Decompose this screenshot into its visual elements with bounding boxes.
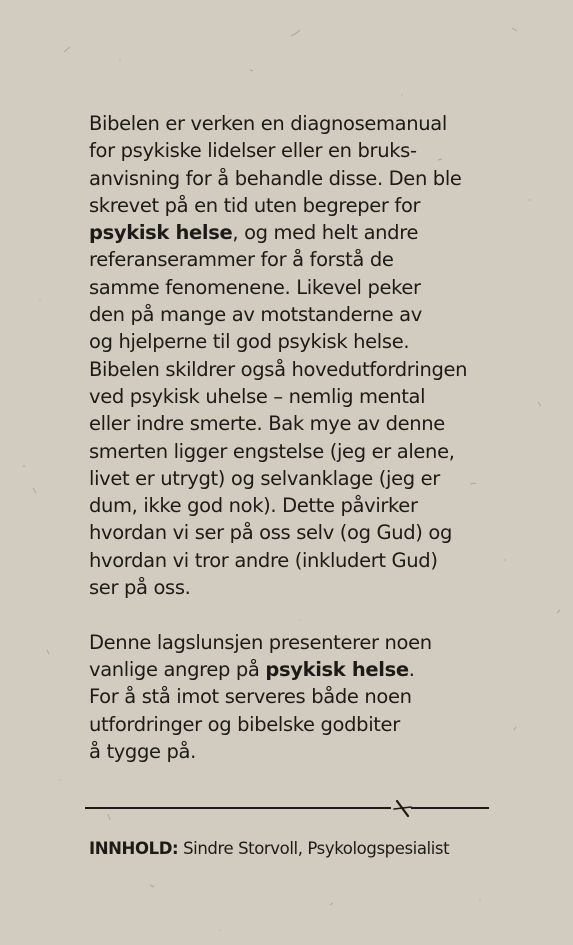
credits (89, 838, 449, 860)
text-segment: skrevet på en tid uten begreper for (89, 193, 421, 217)
text-segment: , og med helt andre (232, 221, 419, 245)
text-line (89, 438, 489, 465)
text-line (89, 547, 489, 574)
text-segment: eller indre smerte. Bak mye av denne (89, 412, 445, 436)
text-segment: hvordan vi tror andre (inkludert Gud) (89, 548, 438, 572)
text-line (89, 274, 489, 301)
text-line (89, 165, 489, 192)
text-line (89, 519, 489, 546)
text-line (89, 492, 489, 519)
text-segment: dum, ikke god nok). Dette påvirker (89, 494, 418, 518)
text-line (89, 192, 489, 219)
text-segment: ser på oss. (89, 576, 191, 600)
crossed-stroke-icon (394, 801, 411, 816)
text-segment: referanserammer for å forstå de (89, 248, 394, 272)
text-line (89, 629, 489, 656)
text-line (89, 683, 489, 710)
text-line (89, 738, 489, 765)
main-text (89, 110, 489, 765)
text-segment: Bibelen skildrer også hovedutfordringen (89, 357, 468, 381)
text-segment: for psykiske lidelser eller en bruks- (89, 139, 417, 163)
text-line (89, 410, 489, 437)
text-segment: samme fenomenene. Likevel peker (89, 275, 421, 299)
text-segment: ved psykisk uhelse – nemlig mental (89, 384, 426, 408)
text-line (89, 219, 489, 246)
text-line (89, 574, 489, 601)
emphasis-text: psykisk helse (89, 221, 233, 245)
text-segment: utfordringer og bibelske godbiter (89, 712, 400, 736)
text-segment: For å stå imot serveres både noen (89, 685, 412, 709)
text-segment: livet er utrygt) og selvanklage (jeg er (89, 466, 440, 490)
text-line (89, 328, 489, 355)
emphasis-text: psykisk helse (265, 657, 409, 681)
text-line (89, 246, 489, 273)
text-segment: smerten ligger engstelse (jeg er alene, (89, 439, 455, 463)
text-line (89, 465, 489, 492)
paragraph-intro (89, 110, 489, 601)
text-line (89, 656, 489, 683)
text-segment: å tygge på. (89, 739, 196, 763)
text-segment: . (408, 657, 415, 681)
text-line (89, 301, 489, 328)
text-segment: og hjelperne til god psykisk helse. (89, 330, 410, 354)
section-divider (85, 798, 489, 818)
text-segment: hvordan vi ser på oss selv (og Gud) og (89, 521, 452, 545)
text-segment: Denne lagslunsjen presenterer noen (89, 630, 432, 654)
text-segment: den på mange av motstanderne av (89, 303, 422, 327)
text-line (89, 110, 489, 137)
credit-text: Sindre Storvoll, Psykologspesialist (183, 839, 450, 858)
text-segment: vanlige angrep på (89, 657, 266, 681)
paragraph-gap (89, 601, 489, 628)
text-segment: Bibelen er verken en diagnosemanual (89, 112, 447, 135)
paragraph-lunch (89, 629, 489, 765)
text-line (89, 711, 489, 738)
text-line (89, 137, 489, 164)
text-line (89, 356, 489, 383)
text-segment: anvisning for å behandle disse. Den ble (89, 166, 462, 190)
credit-label: INNHOLD: (89, 839, 179, 858)
text-line (89, 383, 489, 410)
